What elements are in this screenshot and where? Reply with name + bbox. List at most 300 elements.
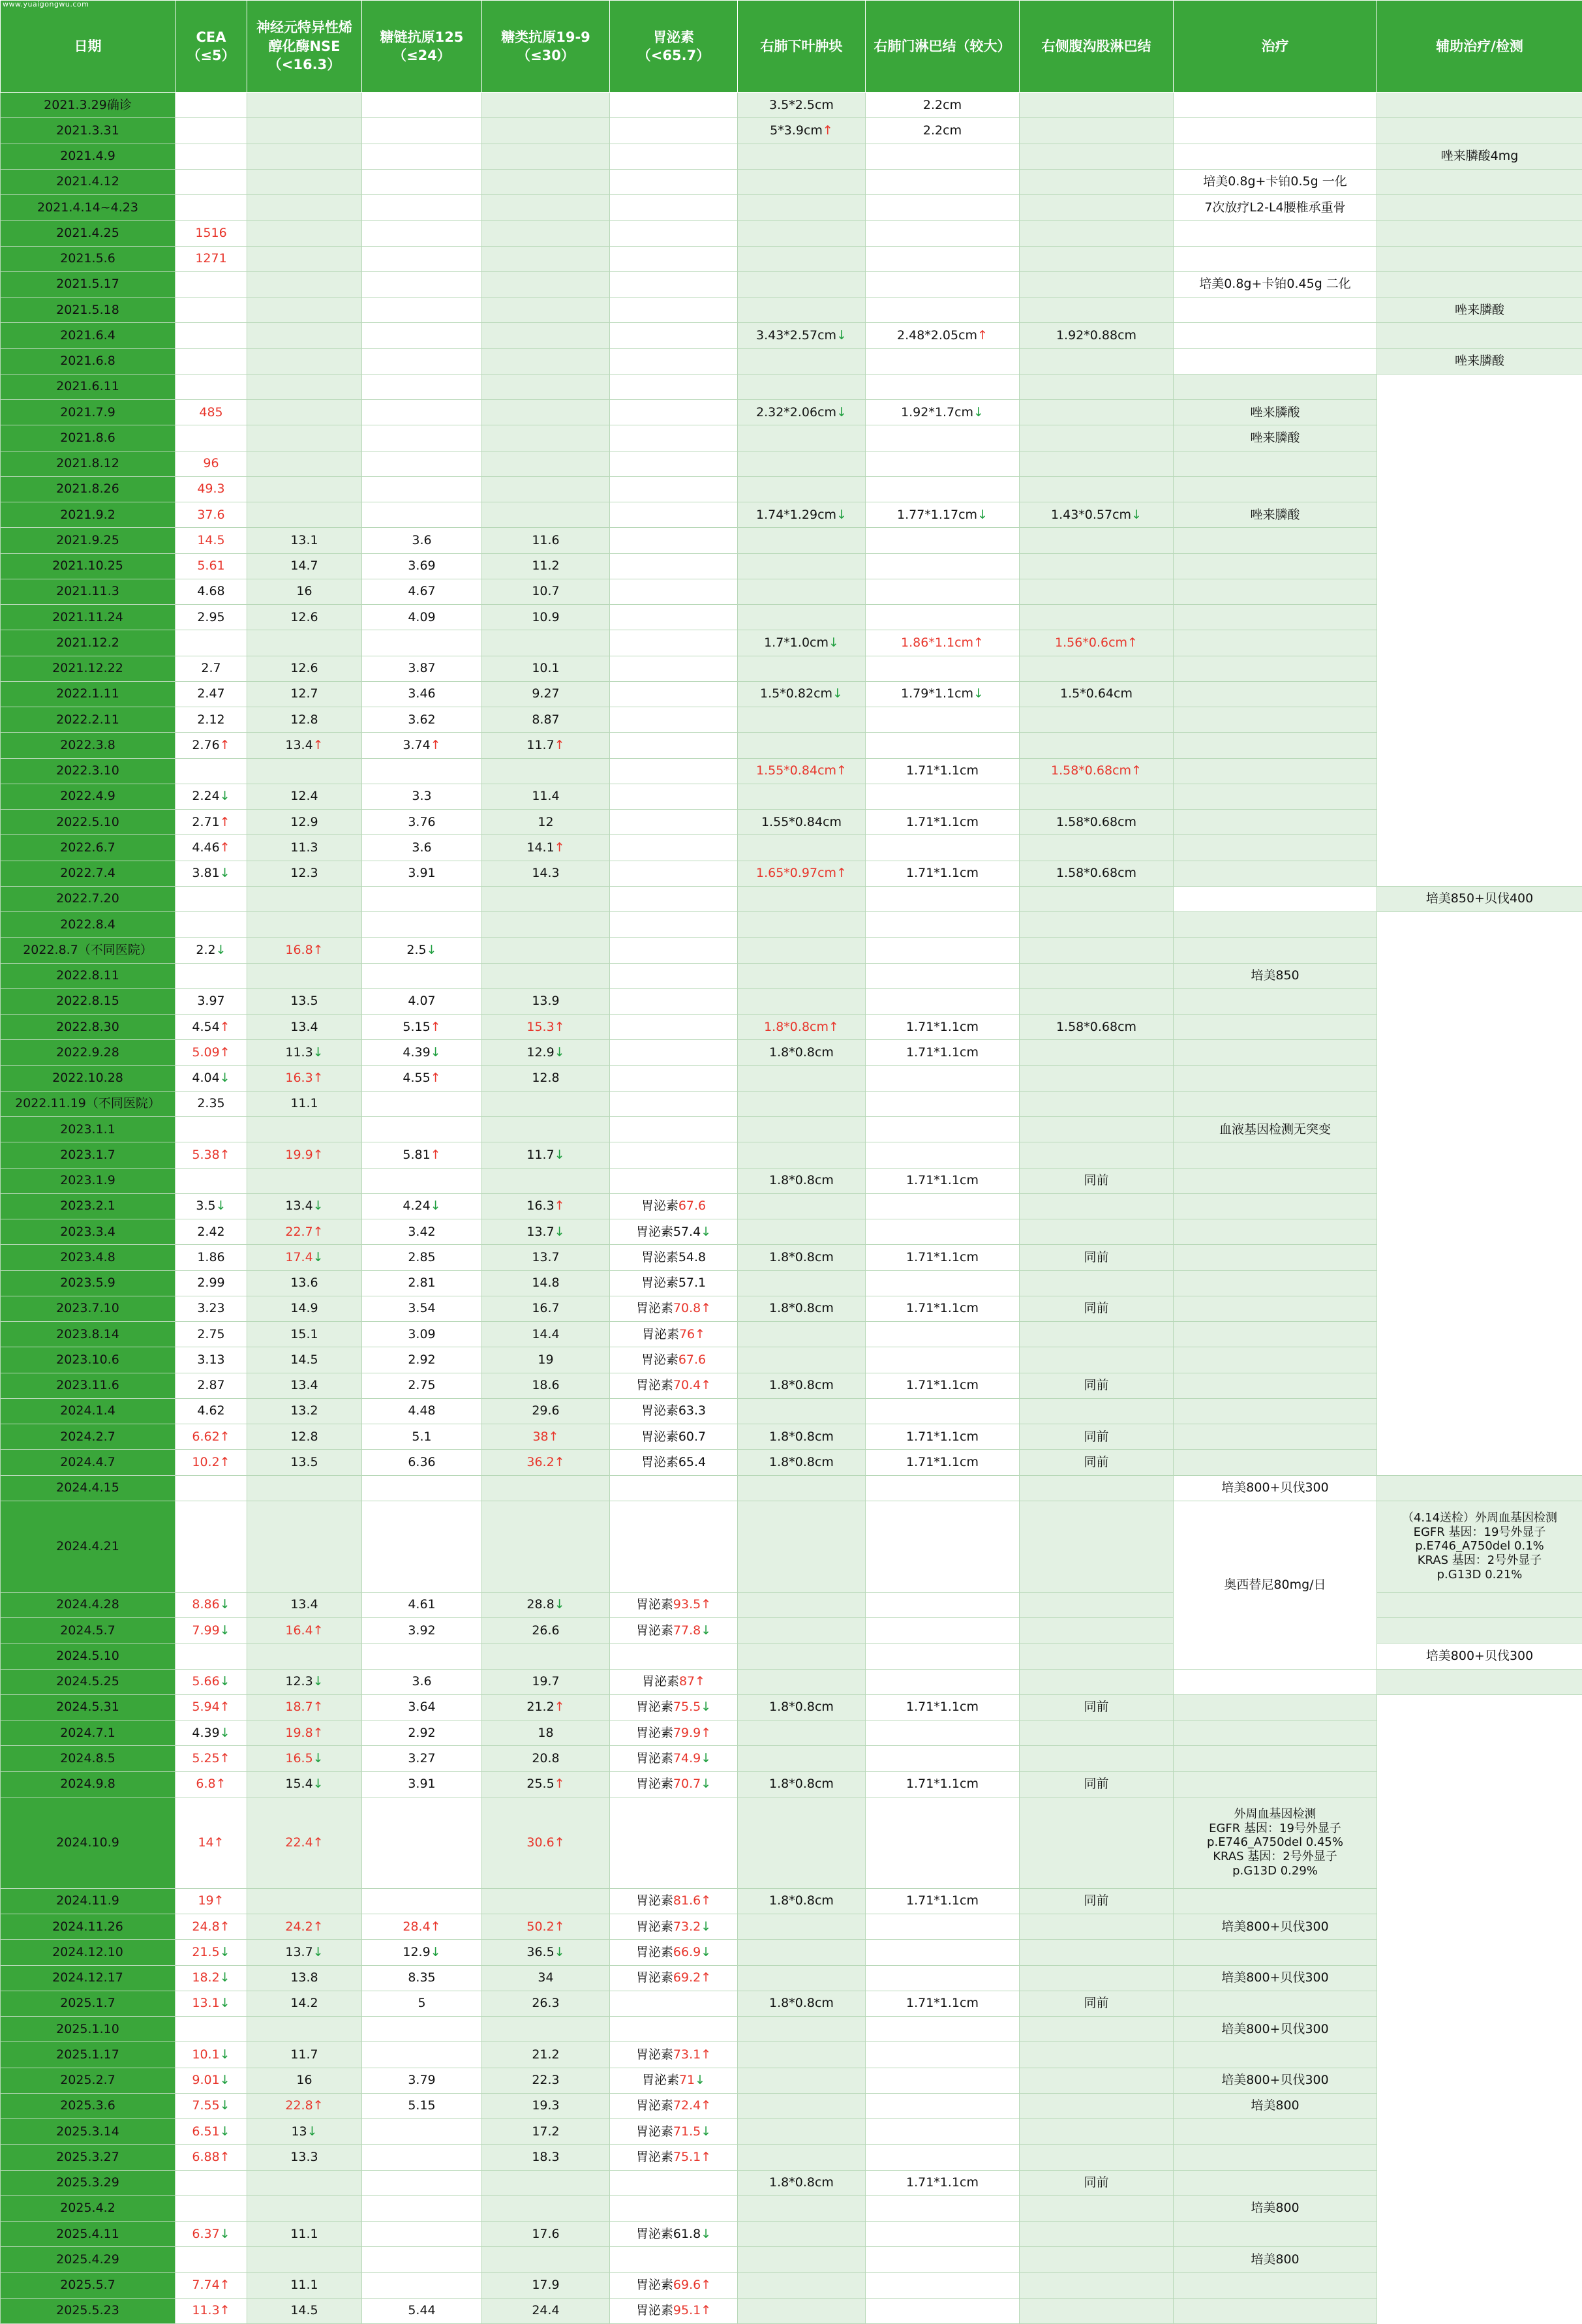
cell-ca125 — [362, 2247, 482, 2272]
cell-treatment — [1174, 144, 1377, 169]
table-row — [1, 1965, 1582, 1991]
cell-cea: 3.13 — [175, 1347, 247, 1373]
cell-groin-node — [1020, 374, 1174, 399]
cell-lung-mass — [738, 195, 866, 221]
cell-ca125: 2.85 — [362, 1245, 482, 1270]
cell-date: 2023.7.10 — [1, 1296, 175, 1321]
cell-ca199 — [482, 451, 610, 476]
cell-hilar-node — [866, 912, 1020, 938]
cell-treatment: 奥西替尼80mg/日 — [1174, 1501, 1377, 1669]
cell-ca125: 3.3 — [362, 784, 482, 809]
cell-ca199: 26.3 — [482, 1991, 610, 2016]
cell-treatment: 培美800+贝伐300 — [1174, 1475, 1377, 1501]
cell-hilar-node — [866, 1618, 1020, 1644]
cell-ca199 — [482, 476, 610, 502]
cell-hilar-node — [866, 425, 1020, 451]
cell-date: 2021.10.25 — [1, 553, 175, 579]
header-row — [1, 1, 1582, 93]
cell-date: 2023.10.6 — [1, 1347, 175, 1373]
cell-ca199: 19.7 — [482, 1669, 610, 1694]
cell-cea: 37.6 — [175, 502, 247, 528]
cell-cea: 1516 — [175, 221, 247, 246]
cell-ca199 — [482, 2195, 610, 2221]
cell-ca199: 9.27 — [482, 681, 610, 707]
cell-ca199: 11.4 — [482, 784, 610, 809]
cell-aux — [1377, 195, 1582, 221]
cell-nse: 11.7 — [247, 2042, 362, 2068]
cell-ca199: 13.9 — [482, 988, 610, 1014]
cell-ca199: 38↑ — [482, 1424, 610, 1450]
cell-hilar-node: 1.71*1.1cm — [866, 1296, 1020, 1321]
table-row — [1, 810, 1582, 835]
cell-cea — [175, 2195, 247, 2221]
table-row — [1, 1373, 1582, 1398]
cell-hilar-node: 1.71*1.1cm — [866, 1991, 1020, 2016]
cell-gastrin: 胃泌素70.4↑ — [610, 1373, 738, 1398]
cell-groin-node — [1020, 2119, 1174, 2145]
cell-date: 2021.9.2 — [1, 502, 175, 528]
cell-lung-mass — [738, 1347, 866, 1373]
cell-groin-node — [1020, 169, 1174, 194]
cell-ca199: 18 — [482, 1720, 610, 1746]
cell-gastrin: 胃泌素73.1↑ — [610, 2042, 738, 2068]
table-row — [1, 1398, 1582, 1424]
cell-groin-node — [1020, 400, 1174, 425]
cell-lung-mass — [738, 246, 866, 271]
cell-ca199 — [482, 1644, 610, 1669]
cell-nse: 14.9 — [247, 1296, 362, 1321]
cell-lung-mass — [738, 553, 866, 579]
cell-cea: 4.39↓ — [175, 1720, 247, 1746]
cell-hilar-node — [866, 733, 1020, 758]
cell-aux — [1174, 2272, 1377, 2298]
cell-aux — [1174, 2119, 1377, 2145]
cell-lung-mass: 3.43*2.57cm↓ — [738, 323, 866, 348]
cell-ca199 — [482, 425, 610, 451]
cell-hilar-node — [866, 271, 1020, 297]
cell-lung-mass — [738, 425, 866, 451]
cell-nse: 11.1 — [247, 2222, 362, 2247]
cell-nse: 12.8 — [247, 1424, 362, 1450]
cell-lung-mass — [738, 2119, 866, 2145]
cell-nse — [247, 1475, 362, 1501]
cell-aux — [1174, 2222, 1377, 2247]
cell-gastrin — [610, 2195, 738, 2221]
cell-gastrin — [610, 1797, 738, 1888]
table-row — [1, 2170, 1582, 2195]
cell-ca199: 15.3↑ — [482, 1015, 610, 1040]
cell-nse: 12.7 — [247, 681, 362, 707]
cell-ca199: 19.3 — [482, 2093, 610, 2118]
cell-cea: 5.61 — [175, 553, 247, 579]
cell-aux — [1174, 2298, 1377, 2323]
table-row — [1, 195, 1582, 221]
cell-hilar-node — [866, 246, 1020, 271]
watermark: www.yuaigongwu.com — [3, 0, 89, 8]
cell-gastrin — [610, 938, 738, 963]
cell-cea — [175, 144, 247, 169]
cell-date: 2021.6.11 — [1, 374, 175, 399]
cell-cea: 6.62↑ — [175, 1424, 247, 1450]
cell-nse — [247, 2247, 362, 2272]
cell-groin-node — [1020, 2247, 1174, 2272]
cell-cea: 3.5↓ — [175, 1193, 247, 1219]
cell-groin-node — [1020, 707, 1174, 733]
cell-aux: 培美800 — [1174, 2247, 1377, 2272]
cell-groin-node: 同前 — [1020, 1424, 1174, 1450]
cell-ca199: 13.7 — [482, 1245, 610, 1270]
cell-groin-node: 1.56*0.6cm↑ — [1020, 630, 1174, 656]
cell-cea: 24.8↑ — [175, 1914, 247, 1940]
cell-aux — [1174, 579, 1377, 604]
cell-aux — [1377, 1475, 1582, 1501]
cell-hilar-node: 1.92*1.7cm↓ — [866, 400, 1020, 425]
cell-hilar-node — [866, 374, 1020, 399]
cell-ca199 — [482, 1888, 610, 1914]
cell-hilar-node: 1.71*1.1cm — [866, 2170, 1020, 2195]
cell-cea — [175, 1501, 247, 1592]
cell-groin-node: 同前 — [1020, 1168, 1174, 1193]
table-row — [1, 579, 1582, 604]
cell-nse — [247, 630, 362, 656]
table-row — [1, 861, 1582, 886]
cell-lung-mass: 1.8*0.8cm — [738, 1373, 866, 1398]
table-row — [1, 2093, 1582, 2118]
cell-groin-node — [1020, 1592, 1174, 1617]
header-ca199: 糖类抗原19-9 （≤30） — [482, 1, 610, 93]
cell-date: 2021.8.6 — [1, 425, 175, 451]
cell-groin-node — [1020, 1117, 1174, 1142]
cell-ca125 — [362, 963, 482, 988]
cell-groin-node — [1020, 1669, 1174, 1694]
cell-gastrin: 胃泌素61.8↓ — [610, 2222, 738, 2247]
cell-date: 2023.1.7 — [1, 1142, 175, 1168]
cell-cea: 3.97 — [175, 988, 247, 1014]
cell-lung-mass: 1.8*0.8cm — [738, 1296, 866, 1321]
cell-aux — [1174, 1940, 1377, 1965]
cell-nse — [247, 221, 362, 246]
cell-hilar-node — [866, 1669, 1020, 1694]
table-row — [1, 476, 1582, 502]
cell-lung-mass: 1.8*0.8cm — [738, 1771, 866, 1797]
cell-date: 2023.5.9 — [1, 1270, 175, 1296]
cell-ca199: 11.6 — [482, 528, 610, 553]
cell-gastrin: 胃泌素70.8↑ — [610, 1296, 738, 1321]
cell-ca199 — [482, 298, 610, 323]
cell-lung-mass — [738, 886, 866, 911]
cell-cea: 6.88↑ — [175, 2145, 247, 2170]
cell-hilar-node: 1.79*1.1cm↓ — [866, 681, 1020, 707]
cell-lung-mass — [738, 656, 866, 681]
cell-nse — [247, 2170, 362, 2195]
cell-nse — [247, 348, 362, 374]
table-row — [1, 1168, 1582, 1193]
cell-aux: 培美850+贝伐400 — [1377, 886, 1582, 911]
table-row — [1, 553, 1582, 579]
cell-ca199 — [482, 630, 610, 656]
cell-aux — [1174, 1991, 1377, 2016]
cell-ca125: 3.09 — [362, 1322, 482, 1347]
cell-ca125: 4.09 — [362, 605, 482, 630]
cell-groin-node — [1020, 605, 1174, 630]
cell-treatment — [1174, 886, 1377, 911]
cell-cea: 14↑ — [175, 1797, 247, 1888]
cell-hilar-node — [866, 1219, 1020, 1245]
cell-ca125: 4.24↓ — [362, 1193, 482, 1219]
cell-hilar-node: 1.71*1.1cm — [866, 1015, 1020, 1040]
cell-date: 2022.5.10 — [1, 810, 175, 835]
table-row — [1, 451, 1582, 476]
cell-ca199: 18.3 — [482, 2145, 610, 2170]
cell-lung-mass — [738, 1219, 866, 1245]
cell-groin-node: 1.58*0.68cm — [1020, 1015, 1174, 1040]
cell-date: 2023.4.8 — [1, 1245, 175, 1270]
cell-cea: 4.46↑ — [175, 835, 247, 861]
cell-aux — [1174, 861, 1377, 886]
cell-lung-mass: 1.8*0.8cm — [738, 1168, 866, 1193]
cell-ca125 — [362, 912, 482, 938]
cell-hilar-node — [866, 1270, 1020, 1296]
cell-date: 2021.12.22 — [1, 656, 175, 681]
cell-date: 2021.11.24 — [1, 605, 175, 630]
cell-ca199: 29.6 — [482, 1398, 610, 1424]
cell-ca125: 2.92 — [362, 1720, 482, 1746]
cell-aux: 唑来膦酸 — [1174, 400, 1377, 425]
table-row — [1, 886, 1582, 911]
cell-cea: 9.01↓ — [175, 2068, 247, 2093]
cell-gastrin — [610, 758, 738, 784]
cell-lung-mass — [738, 2093, 866, 2118]
cell-nse: 12.6 — [247, 605, 362, 630]
cell-aux — [1174, 810, 1377, 835]
cell-groin-node: 同前 — [1020, 1771, 1174, 1797]
cell-ca125 — [362, 144, 482, 169]
cell-hilar-node — [866, 1322, 1020, 1347]
cell-gastrin — [610, 681, 738, 707]
cell-aux — [1377, 1592, 1582, 1617]
cell-cea: 1271 — [175, 246, 247, 271]
cell-hilar-node — [866, 195, 1020, 221]
cell-lung-mass: 1.8*0.8cm — [738, 1245, 866, 1270]
table-row — [1, 681, 1582, 707]
cell-groin-node: 1.58*0.68cm — [1020, 810, 1174, 835]
cell-aux — [1174, 835, 1377, 861]
cell-date: 2025.3.14 — [1, 2119, 175, 2145]
cell-lung-mass — [738, 1618, 866, 1644]
cell-date: 2022.3.8 — [1, 733, 175, 758]
cell-nse: 19.8↑ — [247, 1720, 362, 1746]
table-row — [1, 1015, 1582, 1040]
cell-gastrin: 胃泌素57.4↓ — [610, 1219, 738, 1245]
cell-date: 2023.1.9 — [1, 1168, 175, 1193]
cell-lung-mass — [738, 1142, 866, 1168]
cell-hilar-node: 1.71*1.1cm — [866, 1245, 1020, 1270]
cell-groin-node — [1020, 579, 1174, 604]
cell-date: 2025.5.7 — [1, 2272, 175, 2298]
cell-aux: 唑来膦酸4mg — [1377, 144, 1582, 169]
cell-ca199 — [482, 758, 610, 784]
cell-ca199: 14.8 — [482, 1270, 610, 1296]
cell-nse: 12.6 — [247, 656, 362, 681]
cell-lung-mass: 1.8*0.8cm — [738, 1040, 866, 1065]
cell-hilar-node — [866, 528, 1020, 553]
cell-ca125: 12.9↓ — [362, 1940, 482, 1965]
cell-gastrin: 胃泌素73.2↓ — [610, 1914, 738, 1940]
table-row — [1, 1040, 1582, 1065]
cell-hilar-node: 1.71*1.1cm — [866, 1694, 1020, 1720]
cell-date: 2025.1.17 — [1, 2042, 175, 2068]
cell-groin-node — [1020, 784, 1174, 809]
cell-groin-node — [1020, 938, 1174, 963]
cell-groin-node — [1020, 246, 1174, 271]
cell-lung-mass — [738, 169, 866, 194]
cell-date: 2021.3.31 — [1, 118, 175, 144]
table-row — [1, 656, 1582, 681]
cell-lung-mass — [738, 912, 866, 938]
cell-ca125: 3.91 — [362, 1771, 482, 1797]
table-row — [1, 144, 1582, 169]
cell-ca199: 25.5↑ — [482, 1771, 610, 1797]
cell-ca125 — [362, 118, 482, 144]
cell-ca199: 12 — [482, 810, 610, 835]
cell-aux — [1174, 938, 1377, 963]
cell-ca125 — [362, 502, 482, 528]
table-row — [1, 1991, 1582, 2016]
cell-aux: 血液基因检测无突变 — [1174, 1117, 1377, 1142]
cell-hilar-node — [866, 963, 1020, 988]
cell-ca125 — [362, 1797, 482, 1888]
cell-aux — [1174, 2145, 1377, 2170]
table-row — [1, 1940, 1582, 1965]
table-row — [1, 93, 1582, 118]
cell-cea — [175, 912, 247, 938]
cell-hilar-node: 1.86*1.1cm↑ — [866, 630, 1020, 656]
table-row — [1, 2119, 1582, 2145]
cell-nse: 11.1 — [247, 2272, 362, 2298]
table-row — [1, 1219, 1582, 1245]
cell-groin-node — [1020, 271, 1174, 297]
table-row — [1, 2042, 1582, 2068]
cell-hilar-node — [866, 938, 1020, 963]
header-groin-node: 右侧腹沟股淋巴结 — [1020, 1, 1174, 93]
cell-date: 2021.4.25 — [1, 221, 175, 246]
cell-aux: 唑来膦酸 — [1377, 348, 1582, 374]
cell-ca125 — [362, 400, 482, 425]
cell-ca125: 3.6 — [362, 528, 482, 553]
cell-ca125 — [362, 2272, 482, 2298]
cell-cea: 2.7 — [175, 656, 247, 681]
cell-date: 2022.4.9 — [1, 784, 175, 809]
cell-nse: 12.9 — [247, 810, 362, 835]
cell-lung-mass: 1.55*0.84cm↑ — [738, 758, 866, 784]
cell-ca199: 11.7↑ — [482, 733, 610, 758]
cell-nse: 13.7↓ — [247, 1940, 362, 1965]
cell-groin-node — [1020, 348, 1174, 374]
cell-date: 2021.6.4 — [1, 323, 175, 348]
cell-lung-mass — [738, 733, 866, 758]
cell-aux — [1174, 1015, 1377, 1040]
cell-groin-node: 同前 — [1020, 1991, 1174, 2016]
cell-groin-node — [1020, 476, 1174, 502]
cell-date: 2021.8.26 — [1, 476, 175, 502]
cell-ca199: 12.9↓ — [482, 1040, 610, 1065]
cell-cea — [175, 2247, 247, 2272]
cell-groin-node — [1020, 1746, 1174, 1771]
cell-groin-node — [1020, 221, 1174, 246]
cell-ca199: 11.7↓ — [482, 1142, 610, 1168]
cell-lung-mass — [738, 1914, 866, 1940]
cell-groin-node: 1.5*0.64cm — [1020, 681, 1174, 707]
cell-cea: 5.94↑ — [175, 1694, 247, 1720]
cell-aux — [1377, 221, 1582, 246]
cell-date: 2022.8.15 — [1, 988, 175, 1014]
cell-gastrin: 胃泌素65.4 — [610, 1450, 738, 1475]
cell-aux — [1174, 1322, 1377, 1347]
cell-hilar-node: 2.48*2.05cm↑ — [866, 323, 1020, 348]
cell-ca199 — [482, 144, 610, 169]
cell-cea — [175, 271, 247, 297]
cell-ca125: 6.36 — [362, 1450, 482, 1475]
cell-cea: 5.25↑ — [175, 1746, 247, 1771]
cell-date: 2024.4.28 — [1, 1592, 175, 1617]
cell-date: 2025.4.11 — [1, 2222, 175, 2247]
cell-nse: 22.7↑ — [247, 1219, 362, 1245]
cell-aux — [1174, 553, 1377, 579]
table-body — [1, 93, 1582, 2324]
cell-hilar-node — [866, 1475, 1020, 1501]
cell-hilar-node — [866, 1117, 1020, 1142]
cell-aux — [1174, 1219, 1377, 1245]
cell-groin-node — [1020, 1040, 1174, 1065]
cell-cea — [175, 93, 247, 118]
cell-ca125 — [362, 195, 482, 221]
cell-groin-node — [1020, 1065, 1174, 1091]
cell-cea: 2.95 — [175, 605, 247, 630]
cell-nse: 24.2↑ — [247, 1914, 362, 1940]
cell-aux — [1174, 1270, 1377, 1296]
cell-nse: 18.7↑ — [247, 1694, 362, 1720]
cell-groin-node — [1020, 656, 1174, 681]
cell-nse: 12.3 — [247, 861, 362, 886]
cell-ca199 — [482, 912, 610, 938]
cell-date: 2023.8.14 — [1, 1322, 175, 1347]
cell-hilar-node — [866, 1592, 1020, 1617]
cell-ca125 — [362, 630, 482, 656]
cell-nse — [247, 476, 362, 502]
table-row — [1, 2195, 1582, 2221]
cell-ca199: 36.5↓ — [482, 1940, 610, 1965]
cell-groin-node — [1020, 93, 1174, 118]
table-row — [1, 784, 1582, 809]
cell-hilar-node — [866, 169, 1020, 194]
cell-lung-mass — [738, 1322, 866, 1347]
cell-date: 2025.4.2 — [1, 2195, 175, 2221]
cell-lung-mass — [738, 451, 866, 476]
cell-treatment — [1174, 93, 1377, 118]
cell-gastrin: 胃泌素71↓ — [610, 2068, 738, 2093]
cell-gastrin: 胃泌素60.7 — [610, 1424, 738, 1450]
cell-ca125: 3.42 — [362, 1219, 482, 1245]
cell-cea: 4.04↓ — [175, 1065, 247, 1091]
cell-ca199: 20.8 — [482, 1746, 610, 1771]
cell-date: 2025.5.23 — [1, 2298, 175, 2323]
table-row — [1, 2247, 1582, 2272]
table-row — [1, 169, 1582, 194]
table-row — [1, 938, 1582, 963]
cell-ca125 — [362, 246, 482, 271]
cell-gastrin — [610, 93, 738, 118]
cell-gastrin: 胃泌素54.8 — [610, 1245, 738, 1270]
